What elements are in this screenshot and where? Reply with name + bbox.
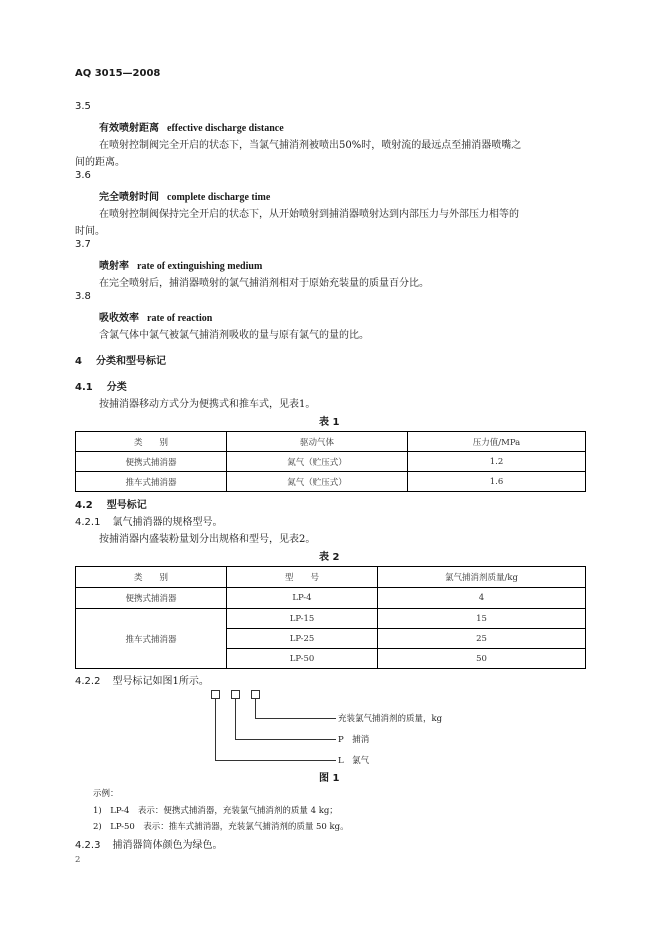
table-2 [75, 566, 586, 669]
section-number: 4.2 [75, 500, 93, 511]
term-definition: 间的距离。 [75, 157, 125, 168]
placeholder-box [211, 690, 220, 699]
example-item: 1) LP-4 表示：便携式捕消器，充装氯气捕消剂的质量 4 kg； [93, 806, 338, 816]
term-definition: 时间。 [75, 226, 105, 237]
section-number: 4.2.3 [75, 840, 101, 851]
paragraph: 按捕消器移动方式分为便携式和推车式，见表1。 [99, 399, 316, 410]
table-cell: 氮气（贮压式） [227, 452, 408, 472]
term-title [99, 119, 284, 134]
table-header: 类 别 [76, 567, 227, 588]
section-number: 4.1 [75, 382, 93, 393]
term-title [99, 309, 212, 324]
table-cell: 推车式捕消器 [76, 609, 227, 669]
section-title: 分类 [106, 382, 127, 393]
term-definition: 在喷射控制阀完全开启的状态下，当氯气捕消剂被喷出50%时，喷射流的最远点至捕消器喷嘴之 [99, 140, 522, 151]
placeholder-box [231, 690, 240, 699]
table-cell: 50 [378, 649, 586, 669]
paragraph: 按捕消器内盛装粉量划分出规格和型号，见表2。 [99, 534, 316, 545]
term-title-cn: 有效喷射距离 [99, 123, 159, 134]
table-cell: 25 [378, 629, 586, 649]
example-title: 示例： [93, 789, 119, 799]
table-header: 型 号 [227, 567, 378, 588]
table-cell: 便携式捕消器 [76, 588, 227, 609]
section-title: 氯气捕消器的规格型号。 [112, 517, 223, 528]
example-item: 2) LP-50 表示：推车式捕消器，充装氯气捕消剂的质量 50 kg。 [93, 822, 349, 832]
section-number: 4 [75, 356, 82, 367]
section-title: 捕消器筒体颜色为绿色。 [112, 840, 223, 851]
table-header: 压力值/MPa [408, 432, 586, 452]
table-caption: 表 2 [319, 552, 340, 563]
section-number: 4.2.2 [75, 676, 101, 687]
page-number: 2 [75, 855, 81, 865]
leader-line [255, 699, 256, 718]
leader-line [235, 739, 336, 740]
term-title-cn: 喷射率 [99, 261, 129, 272]
document-header: AQ 3015—2008 [75, 68, 161, 79]
term-title-en: rate of extinguishing medium [137, 261, 263, 272]
term-number: 3.8 [75, 291, 91, 302]
term-number: 3.7 [75, 239, 91, 250]
term-title-en: rate of reaction [147, 313, 213, 324]
table-cell: 推车式捕消器 [76, 472, 227, 492]
section-title: 型号标记 [106, 500, 147, 511]
section-heading [75, 352, 166, 367]
table-1 [75, 431, 586, 492]
subsection-heading [75, 672, 209, 687]
term-number: 3.6 [75, 170, 91, 181]
term-definition: 在完全喷射后，捕消器喷射的氯气捕消剂相对于原始充装量的质量百分比。 [99, 278, 429, 289]
leader-line [215, 760, 336, 761]
term-title-cn: 吸收效率 [99, 313, 139, 324]
term-definition: 在喷射控制阀保持完全开启的状态下，从开始喷射到捕消器喷射达到内部压力与外部压力相等的 [99, 209, 519, 220]
table-header: 类 别 [76, 432, 227, 452]
table-cell: LP-15 [227, 609, 378, 629]
figure-label: P 捕消 [338, 735, 370, 745]
term-title-cn: 完全喷射时间 [99, 192, 159, 203]
table-cell: 便携式捕消器 [76, 452, 227, 472]
placeholder-box [251, 690, 260, 699]
table-cell: 1.6 [408, 472, 586, 492]
subsection-heading [75, 836, 222, 851]
table-cell: LP-4 [227, 588, 378, 609]
table-cell: LP-25 [227, 629, 378, 649]
term-title [99, 188, 270, 203]
term-title-en: complete discharge time [167, 192, 271, 203]
leader-line [255, 718, 336, 719]
table-header: 驱动气体 [227, 432, 408, 452]
leader-line [235, 699, 236, 739]
term-title [99, 257, 262, 272]
table-header: 氯气捕消剂质量/kg [378, 567, 586, 588]
subsection-heading [75, 513, 222, 528]
figure-label: L 氯气 [338, 756, 370, 766]
section-number: 4.2.1 [75, 517, 101, 528]
leader-line [215, 699, 216, 760]
table-cell: 氮气（贮压式） [227, 472, 408, 492]
table-cell: 1.2 [408, 452, 586, 472]
section-title: 型号标记如图1所示。 [112, 676, 209, 687]
term-definition: 含氯气体中氯气被氯气捕消剂吸收的量与原有氯气的量的比。 [99, 330, 369, 341]
table-cell: 4 [378, 588, 586, 609]
subsection-heading [75, 378, 127, 393]
table-cell: LP-50 [227, 649, 378, 669]
table-cell: 15 [378, 609, 586, 629]
term-number: 3.5 [75, 101, 91, 112]
table-caption: 表 1 [319, 417, 340, 428]
section-title: 分类和型号标记 [95, 356, 166, 367]
figure-label: 充装氯气捕消剂的质量，kg [338, 714, 443, 724]
subsection-heading [75, 496, 147, 511]
term-title-en: effective discharge distance [167, 123, 284, 134]
figure-caption: 图 1 [319, 773, 340, 784]
